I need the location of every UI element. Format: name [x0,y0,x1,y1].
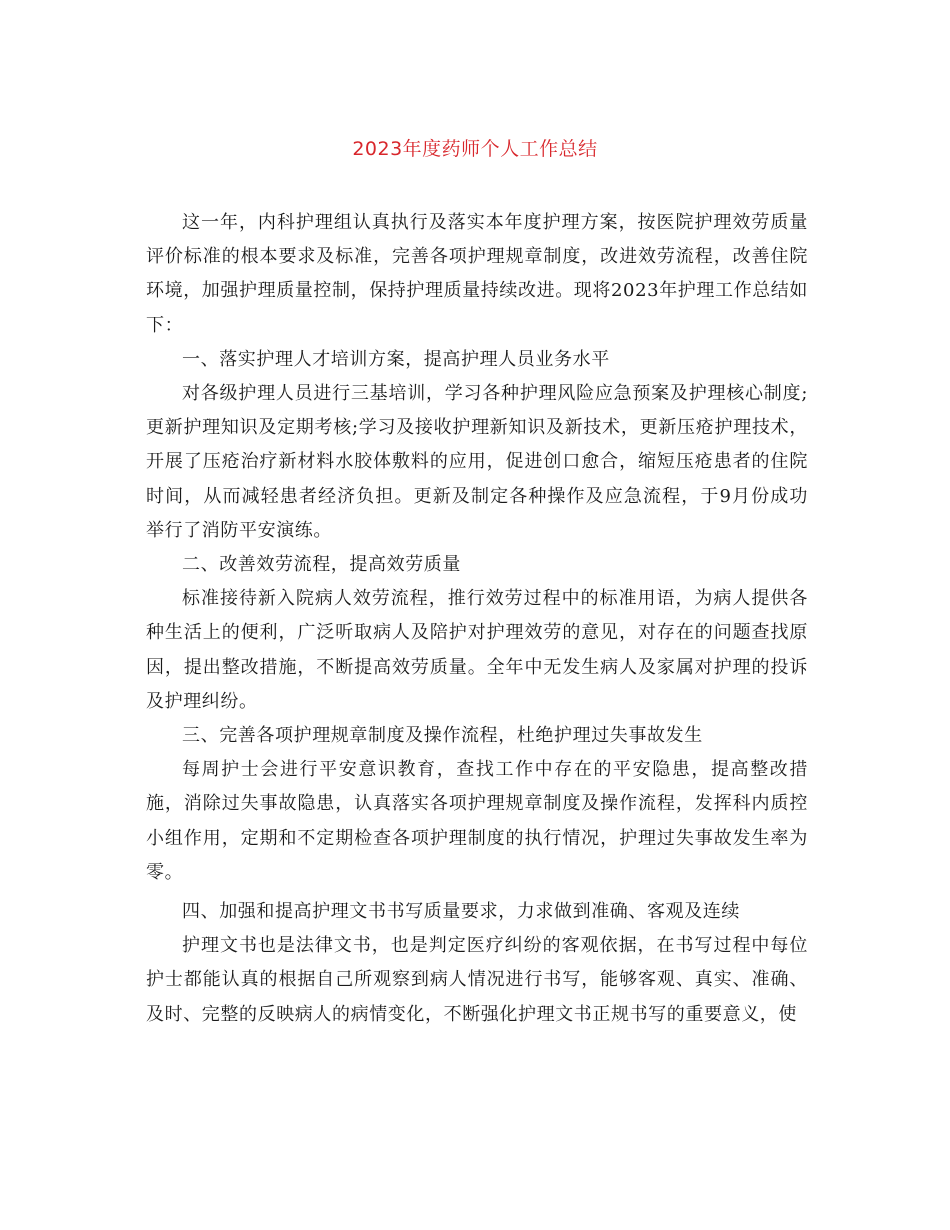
paragraph-section-1: 对各级护理人员进行三基培训，学习各种护理风险应急预案及护理核心制度;更新护理知识及定期考核;学习及接收护理新知识及新技术，更新压疮护理技术，开展了压疮治疗新材料水胶体敷料的应用，促进创口愈合，缩短压疮患者的住院时间，从而减轻患者经济负担。更新及制定各种操作及应急流程，于9月份成功举行了消防平安演练。 [146,383,808,541]
section-heading-2: 二、改善效劳流程，提高效劳质量 [182,554,461,576]
paragraph-section-3: 每周护士会进行平安意识教育，查找工作中存在的平安隐患，提高整改措施，消除过失事故隐患，认真落实各项护理规章制度及操作流程，发挥科内质控小组作用，定期和不定期检查各项护理制度的执行情况，护理过失事故发生率为零。 [146,759,808,883]
paragraph-section-4: 护理文书也是法律文书，也是判定医疗纠纷的客观依据，在书写过程中每位护士都能认真的根据自己所观察到病人情况进行书写，能够客观、真实、准确、及时、完整的反映病人的病情变化，不断强化护理文书正规书写的重要意义，使 [146,935,808,1025]
document-title: 2023年度药师个人工作总结 [352,138,598,160]
section-heading-3: 三、完善各项护理规章制度及操作流程，杜绝护理过失事故发生 [182,725,703,747]
document-body [146,206,808,1032]
paragraph-section-2: 标准接待新入院病人效劳流程，推行效劳过程中的标准用语，为病人提供各种生活上的便利，广泛听取病人及陪护对护理效劳的意见，对存在的问题查找原因，提出整改措施，不断提高效劳质量。全年中无发生病人及家属对护理的投诉及护理纠纷。 [146,588,808,712]
paragraph-intro: 这一年，内科护理组认真执行及落实本年度护理方案，按医院护理效劳质量评价标准的根本要求及标准，完善各项护理规章制度，改进效劳流程，改善住院环境，加强护理质量控制，保持护理质量持续改进。现将2023年护理工作总结如下： [146,212,809,336]
section-heading-4: 四、加强和提高护理文书书写质量要求，力求做到准确、客观及连续 [182,901,740,923]
section-heading-1: 一、落实护理人才培训方案，提高护理人员业务水平 [182,348,610,370]
